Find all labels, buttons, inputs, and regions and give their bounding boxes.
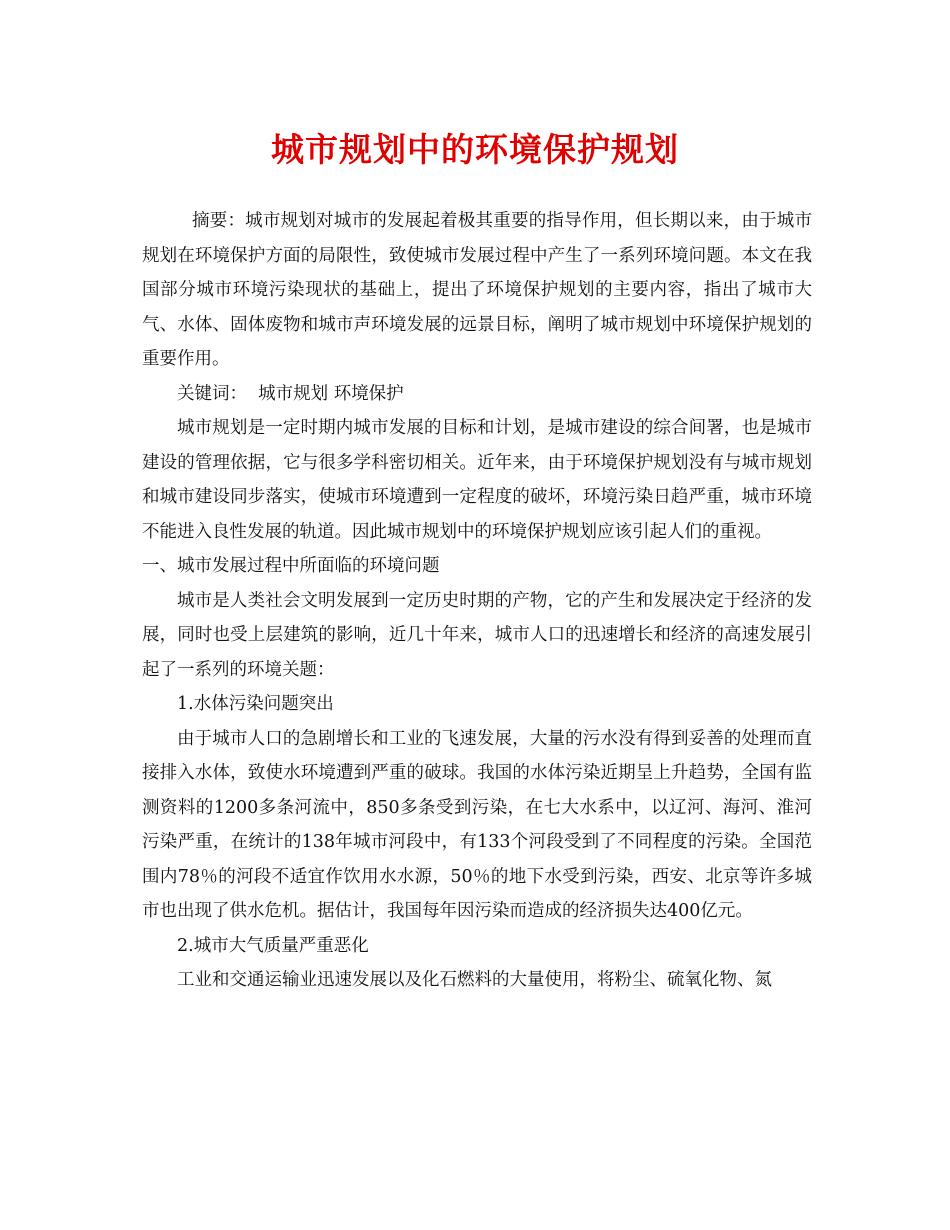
keywords-line: 关键词： 城市规划 环境保护: [177, 383, 404, 404]
subsection-heading-air: 2.城市大气质量严重恶化: [177, 935, 369, 956]
document-body: [142, 204, 812, 998]
intro-paragraph: 城市规划是一定时期内城市发展的目标和计划，是城市建设的综合间署，也是城市建设的管理依据，它与很多学科密切相关。近年来，由于环境保护规划没有与城市规划和城市建设同步落实，使城市环境遭到一定程度的破坏，环境污染日趋严重，城市环境不能进入良性发展的轨道。因此城市规划中的环境保护规划应该引起人们的重视。: [142, 418, 812, 542]
water-pollution-paragraph: 由于城市人口的急剧增长和工业的飞速发展，大量的污水没有得到妥善的处理而直接排入水体，致使水环境遭到严重的破球。我国的水体污染近期呈上升趋势，全国有监测资料的1200多条河流中，850多条受到污染，在七大水系中，以辽河、海河、淮河污染严重，在统计的138年城市河段中，有133个河段受到了不同程度的污染。全国范围内78％的河段不适宜作饮用水水源，50％的地下水受到污染，西安、北京等许多城市也出现了供水危机。据估计，我国每年因污染而造成的经济损失达400亿元。: [142, 728, 812, 921]
subsection-heading-water: 1.水体污染问题突出: [177, 694, 334, 714]
section-heading: 一、城市发展过程中所面临的环境问题: [142, 556, 440, 576]
document-title: 城市规划中的环境保护规划: [271, 130, 679, 169]
air-quality-paragraph: 工业和交通运输业迅速发展以及化石燃料的大量使用，将粉尘、硫氧化物、氮: [177, 970, 772, 990]
section-intro-paragraph: 城市是人类社会文明发展到一定历史时期的产物，它的产生和发展决定于经济的发展，同时也受上层建筑的影响，近几十年来，城市人口的迅速增长和经济的高速发展引起了一系列的环境关题：: [142, 590, 812, 680]
abstract-paragraph: 摘要：城市规划对城市的发展起着极其重要的指导作用，但长期以来，由于城市规划在环境保护方面的局限性，致使城市发展过程中产生了一系列环境问题。本文在我国部分城市环境污染现状的基础上，提出了环境保护规划的主要内容，指出了城市大气、水体、固体废物和城市声环境发展的远景目标，阐明了城市规划中环境保护规划的重要作用。: [142, 211, 812, 369]
